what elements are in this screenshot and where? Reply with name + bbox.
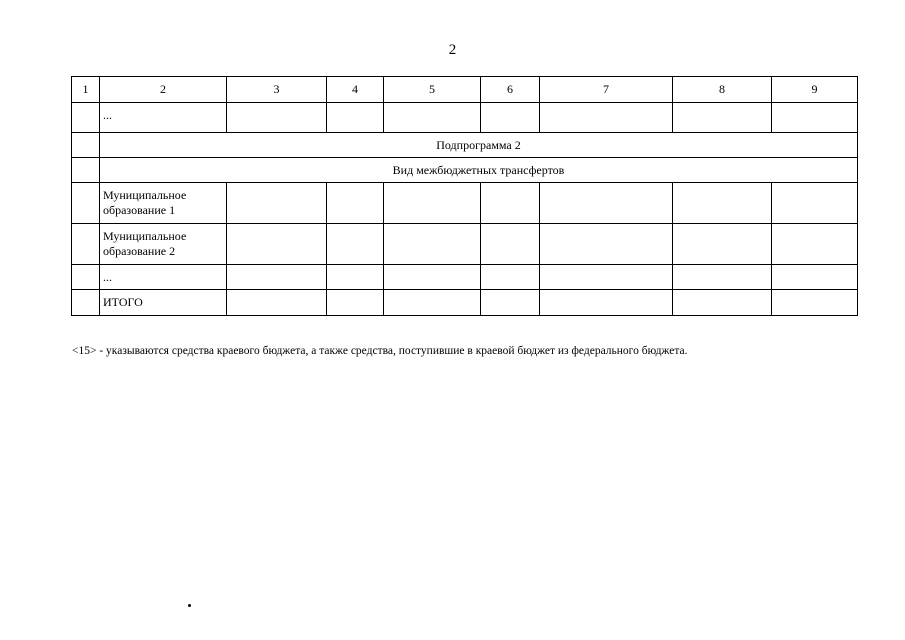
table-cell	[227, 265, 327, 290]
table-cell	[384, 224, 481, 265]
header-cell: 1	[72, 77, 100, 103]
table-cell	[227, 183, 327, 224]
table-cell	[72, 133, 100, 158]
transfer-type-label: Вид межбюджетных трансфертов	[100, 158, 858, 183]
table-cell	[481, 290, 540, 316]
table-cell	[673, 183, 772, 224]
header-cell: 6	[481, 77, 540, 103]
subprogram-label: Подпрограмма 2	[100, 133, 858, 158]
subprogram-row	[72, 133, 858, 158]
table-cell	[72, 224, 100, 265]
header-cell: 4	[327, 77, 384, 103]
table-cell	[384, 103, 481, 133]
table-row	[72, 103, 858, 133]
table-cell	[772, 290, 858, 316]
table-cell	[481, 224, 540, 265]
table-cell	[384, 290, 481, 316]
table-cell	[481, 103, 540, 133]
table-cell	[772, 103, 858, 133]
table-cell	[540, 103, 673, 133]
table-cell	[540, 224, 673, 265]
municipality-1-label: Муниципальное образование 1	[100, 183, 227, 224]
table-cell	[227, 103, 327, 133]
total-label: ИТОГО	[100, 290, 227, 316]
table-cell	[227, 290, 327, 316]
table-cell	[384, 265, 481, 290]
table-cell	[72, 290, 100, 316]
municipality-2-label: Муниципальное образование 2	[100, 224, 227, 265]
header-cell: 7	[540, 77, 673, 103]
table-cell	[540, 183, 673, 224]
table-cell	[673, 290, 772, 316]
ellipsis-cell: ...	[100, 265, 227, 290]
footnote: <15> - указываются средства краевого бюджета, а также средства, поступившие в краевой бюджет из федерального бюджета.	[72, 345, 688, 357]
table-cell	[673, 103, 772, 133]
table-cell	[772, 224, 858, 265]
transfers-table	[71, 76, 858, 316]
table-cell	[72, 158, 100, 183]
header-cell: 3	[227, 77, 327, 103]
table-cell	[327, 265, 384, 290]
table-cell	[540, 290, 673, 316]
table-cell	[72, 183, 100, 224]
table-row	[72, 183, 858, 224]
table-header-row	[72, 77, 858, 103]
table-cell	[72, 265, 100, 290]
table-cell	[673, 224, 772, 265]
table-cell	[384, 183, 481, 224]
table-cell	[673, 265, 772, 290]
header-cell: 2	[100, 77, 227, 103]
table-cell	[72, 103, 100, 133]
table-cell	[481, 265, 540, 290]
table-cell	[327, 103, 384, 133]
header-cell: 9	[772, 77, 858, 103]
table-row	[72, 224, 858, 265]
total-row	[72, 290, 858, 316]
table-cell	[327, 290, 384, 316]
table-cell	[227, 224, 327, 265]
transfer-type-row	[72, 158, 858, 183]
stray-dot-mark	[188, 604, 191, 607]
page-number: 2	[448, 42, 457, 58]
table-cell	[327, 224, 384, 265]
table-row	[72, 265, 858, 290]
table-cell	[481, 183, 540, 224]
table-cell	[772, 183, 858, 224]
ellipsis-cell: ...	[100, 103, 227, 133]
table-cell	[327, 183, 384, 224]
header-cell: 8	[673, 77, 772, 103]
header-cell: 5	[384, 77, 481, 103]
table-cell	[772, 265, 858, 290]
table-cell	[540, 265, 673, 290]
